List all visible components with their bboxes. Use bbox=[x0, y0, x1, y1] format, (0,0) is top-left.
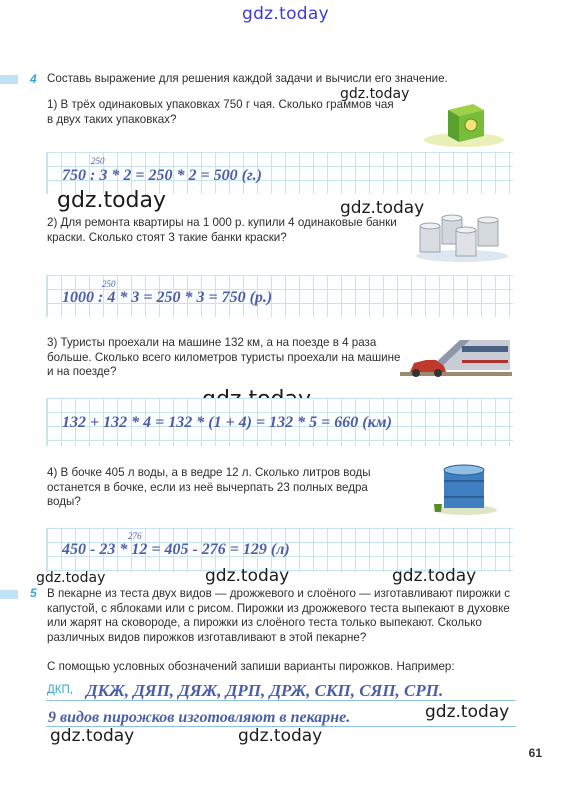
watermark: gdz.today bbox=[205, 566, 290, 586]
car-train-illustration bbox=[400, 330, 512, 382]
watermark: gdz.today bbox=[57, 188, 167, 213]
problem-2-text: 2) Для ремонта квартиры на 1 000 р. купили 4 одинаковые банки краски. Сколько стоят 3 такие банки краски? bbox=[47, 216, 397, 244]
problem-3-text: 3) Туристы проехали на машине 132 км, а на поезде в 4 раза больше. Сколько всего километров туристы проехали на машине и на поезде? bbox=[47, 336, 401, 378]
task-5-instruction: С помощью условных обозначений запиши варианты пирожков. Например: bbox=[47, 660, 455, 673]
task-marker bbox=[0, 75, 18, 84]
barrel-illustration bbox=[430, 460, 500, 516]
watermark: gdz.today bbox=[392, 566, 477, 586]
problem-1-text: 1) В трёх одинаковых упаковках 750 г чая. Сколько граммов чая в двух таких упаковках? bbox=[47, 98, 394, 126]
example-label: ДКП, bbox=[47, 684, 73, 696]
watermark: gdz.today bbox=[36, 570, 106, 586]
handwritten-note: 276 bbox=[128, 531, 142, 541]
handwritten-answer: 1000 : 4 * 3 = 250 * 3 = 750 (р.) bbox=[62, 289, 273, 306]
tea-box-illustration bbox=[418, 96, 508, 148]
watermark: gdz.today bbox=[340, 86, 410, 102]
task-5-text: В пекарне из теста двух видов — дрожжевого и слоёного — изготавливают пирожки с капустой, с яблоками или с рисом. Пирожки из дрожжевого теста выпекают в духовке или жарят на сковороде, а пирожки из слоёного теста только выпекают. Сколько различных видов пирожков изготавливают в этой пекарне? bbox=[47, 587, 511, 644]
handwritten-answer: 132 + 132 * 4 = 132 * (1 + 4) = 132 * 5 = 660 (км) bbox=[62, 414, 392, 431]
writing-line bbox=[46, 700, 516, 701]
problem-4-text: 4) В бочке 405 л воды, а в ведре 12 л. Сколько литров воды останется в бочке, если из неё вычерпать 23 полных ведра воды? bbox=[47, 466, 371, 508]
task-heading: Составь выражение для решения каждой задачи и вычисли его значение. bbox=[47, 72, 448, 85]
paint-cans-illustration bbox=[412, 212, 512, 262]
handwritten-conclusion: 9 видов пирожков изготовляют в пекарне. bbox=[48, 709, 351, 726]
handwritten-answer: 450 - 23 * 12 = 405 - 276 = 129 (л) bbox=[62, 541, 290, 558]
watermark: gdz.today bbox=[242, 4, 329, 24]
watermark: gdz.today bbox=[340, 198, 425, 218]
task-marker bbox=[0, 590, 18, 599]
handwritten-note: 250 bbox=[102, 279, 116, 289]
watermark: gdz.today bbox=[425, 702, 510, 722]
task-number: 5 bbox=[30, 586, 37, 600]
handwritten-variants: ДКЖ, ДЯП, ДЯЖ, ДРП, ДРЖ, СКП, СЯП, СРП. bbox=[86, 681, 444, 700]
page-number: 61 bbox=[528, 746, 542, 760]
handwritten-answer: 750 : 3 * 2 = 250 * 2 = 500 (г.) bbox=[62, 167, 262, 184]
watermark: gdz.today bbox=[50, 726, 135, 746]
watermark: gdz.today bbox=[238, 726, 323, 746]
task-number: 4 bbox=[30, 72, 37, 86]
handwritten-note: 250 bbox=[91, 156, 105, 166]
